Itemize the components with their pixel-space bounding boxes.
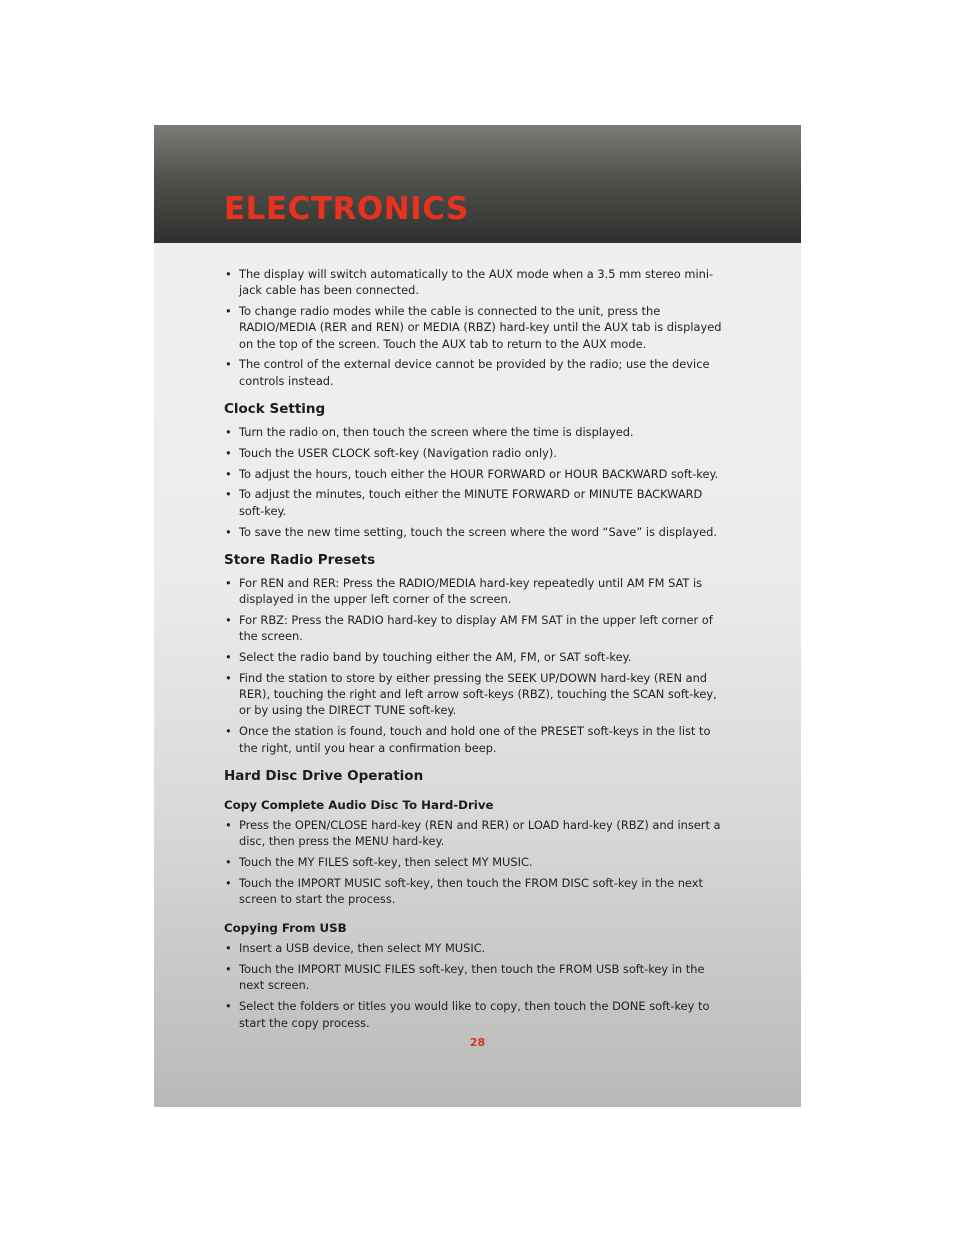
list-item: • The display will switch automatically to the AUX mode when a 3.5 mm stereo mini-jack cable has been connected. bbox=[224, 266, 729, 299]
page-number: 28 bbox=[469, 1036, 486, 1049]
page-content bbox=[224, 266, 729, 1035]
store-radio-presets-list bbox=[224, 575, 729, 756]
list-item: • To save the new time setting, touch the screen where the word “Save” is displayed. bbox=[224, 524, 729, 540]
list-item: • The control of the external device cannot be provided by the radio; use the device controls instead. bbox=[224, 356, 729, 389]
section-title: ELECTRONICS bbox=[224, 191, 469, 227]
list-item: • Select the radio band by touching either the AM, FM, or SAT soft-key. bbox=[224, 649, 729, 665]
copy-audio-disc-subheading: Copy Complete Audio Disc To Hard-Drive bbox=[224, 797, 494, 812]
list-item: • For RBZ: Press the RADIO hard-key to display AM FM SAT in the upper left corner of the screen. bbox=[224, 612, 729, 645]
list-item: • To change radio modes while the cable is connected to the unit, press the RADIO/MEDIA (RER and REN) or MEDIA (RBZ) hard-key until the AUX tab is displayed on the top of the screen. Touch the AUX tab to return to the AUX mode. bbox=[224, 303, 729, 352]
section-header-banner bbox=[154, 125, 801, 243]
list-item: • Touch the IMPORT MUSIC soft-key, then touch the FROM DISC soft-key in the next screen to start the process. bbox=[224, 875, 729, 908]
list-item: • Turn the radio on, then touch the screen where the time is displayed. bbox=[224, 424, 729, 440]
list-item: • Insert a USB device, then select MY MUSIC. bbox=[224, 940, 729, 956]
list-item: • Touch the USER CLOCK soft-key (Navigation radio only). bbox=[224, 445, 729, 461]
clock-setting-list bbox=[224, 424, 729, 540]
copy-audio-disc-list bbox=[224, 817, 729, 907]
copying-from-usb-subheading: Copying From USB bbox=[224, 921, 347, 936]
list-item: • To adjust the hours, touch either the HOUR FORWARD or HOUR BACKWARD soft-key. bbox=[224, 466, 729, 482]
list-item: • Touch the IMPORT MUSIC FILES soft-key, then touch the FROM USB soft-key in the next screen. bbox=[224, 961, 729, 994]
list-item: • To adjust the minutes, touch either the MINUTE FORWARD or MINUTE BACKWARD soft-key. bbox=[224, 486, 729, 519]
list-item: • Once the station is found, touch and hold one of the PRESET soft-keys in the list to the right, until you hear a confirmation beep. bbox=[224, 723, 729, 756]
copying-from-usb-list bbox=[224, 940, 729, 1030]
intro-bullet-list bbox=[224, 266, 729, 389]
list-item: • Find the station to store by either pressing the SEEK UP/DOWN hard-key (REN and RER), touching the right and left arrow soft-keys (RBZ), touching the SCAN soft-key, or by using the DIRECT TUNE soft-key. bbox=[224, 670, 729, 719]
list-item: • For REN and RER: Press the RADIO/MEDIA hard-key repeatedly until AM FM SAT is displayed in the upper left corner of the screen. bbox=[224, 575, 729, 608]
store-radio-presets-heading: Store Radio Presets bbox=[224, 551, 376, 568]
clock-setting-heading: Clock Setting bbox=[224, 401, 326, 418]
hard-disc-drive-heading: Hard Disc Drive Operation bbox=[224, 767, 424, 784]
list-item: • Press the OPEN/CLOSE hard-key (REN and RER) or LOAD hard-key (RBZ) and insert a disc, then press the MENU hard-key. bbox=[224, 817, 729, 850]
list-item: • Touch the MY FILES soft-key, then select MY MUSIC. bbox=[224, 854, 729, 870]
manual-page bbox=[154, 125, 801, 1107]
list-item: • Select the folders or titles you would like to copy, then touch the DONE soft-key to start the copy process. bbox=[224, 998, 729, 1031]
